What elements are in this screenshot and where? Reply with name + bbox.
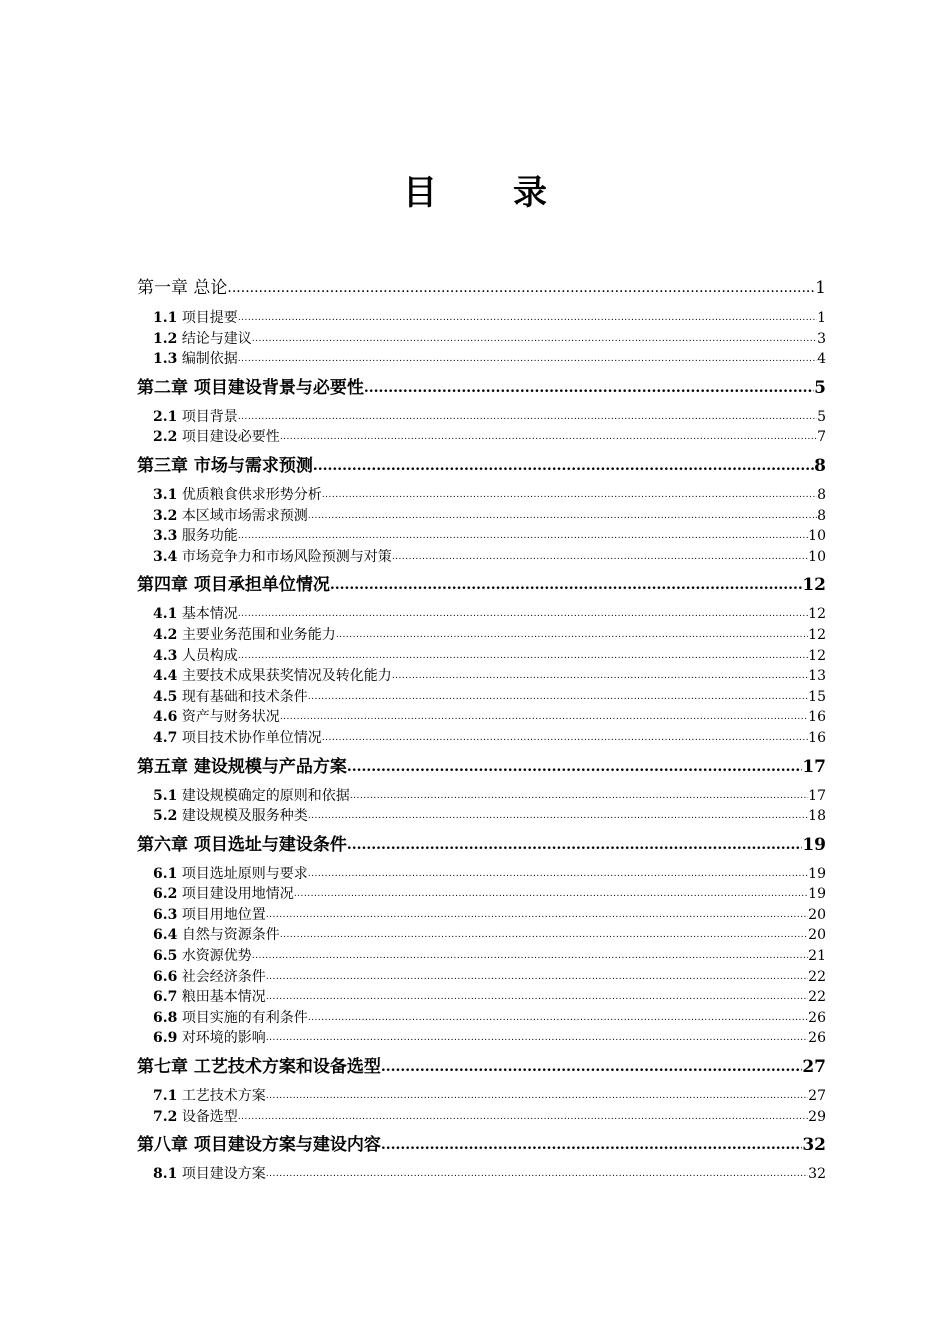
section-title: 人员构成 xyxy=(181,647,238,664)
section-title: 项目技术协作单位情况 xyxy=(181,729,322,746)
dot-leader xyxy=(347,831,802,860)
toc-section-entry[interactable] xyxy=(137,349,826,370)
dot-leader xyxy=(238,349,817,370)
section-number: 3.1 xyxy=(153,486,178,503)
dot-leader xyxy=(280,427,817,448)
section-title: 市场竞争力和市场风险预测与对策 xyxy=(181,548,392,565)
chapter-title: 第八章 项目建设方案与建设内容 xyxy=(137,1135,381,1156)
section-number: 4.3 xyxy=(153,647,178,664)
section-number: 4.4 xyxy=(153,668,178,685)
section-title: 资产与财务状况 xyxy=(181,709,280,726)
section-number: 3.2 xyxy=(153,507,178,524)
page-number: 13 xyxy=(808,668,826,685)
page-number: 5 xyxy=(817,408,826,425)
section-title: 工艺技术方案 xyxy=(181,1088,266,1105)
page-number: 8 xyxy=(817,486,826,503)
dot-leader xyxy=(252,946,808,967)
toc-section-entry[interactable] xyxy=(137,526,826,547)
dot-leader xyxy=(266,905,808,926)
dot-leader xyxy=(308,864,808,885)
section-number: 6.1 xyxy=(153,865,178,882)
section-title: 本区域市场需求预测 xyxy=(181,507,308,524)
section-number: 6.8 xyxy=(153,1009,178,1026)
toc-section-entry[interactable] xyxy=(137,1107,826,1128)
section-number: 3.4 xyxy=(153,548,178,565)
section-title: 粮田基本情况 xyxy=(181,989,266,1006)
section-number: 4.2 xyxy=(153,626,178,643)
section-title: 编制依据 xyxy=(181,351,238,368)
section-number: 5.1 xyxy=(153,787,178,804)
dot-leader xyxy=(381,1053,802,1082)
section-number: 2.2 xyxy=(153,429,178,446)
page-number: 16 xyxy=(808,709,826,726)
toc-section-entry[interactable] xyxy=(137,407,826,428)
section-title: 项目背景 xyxy=(181,408,238,425)
dot-leader xyxy=(308,506,817,527)
section-number: 6.3 xyxy=(153,906,178,923)
section-title: 项目建设用地情况 xyxy=(181,886,294,903)
section-title: 主要技术成果获奖情况及转化能力 xyxy=(181,668,392,685)
toc-section-entry[interactable] xyxy=(137,786,826,807)
dot-leader xyxy=(266,967,808,988)
toc-section-entry[interactable] xyxy=(137,1086,826,1107)
toc-section-entry[interactable] xyxy=(137,707,826,728)
section-title: 基本情况 xyxy=(181,606,238,623)
page-number: 20 xyxy=(808,906,826,923)
page-number: 27 xyxy=(808,1088,826,1105)
page-number: 27 xyxy=(802,1057,826,1078)
dot-leader xyxy=(322,728,808,749)
toc-chapter-entry[interactable] xyxy=(137,374,826,403)
title-char-2: 录 xyxy=(513,173,547,213)
dot-leader xyxy=(238,646,808,667)
section-number: 3.3 xyxy=(153,528,178,545)
page-number: 19 xyxy=(802,834,826,855)
page-number: 32 xyxy=(802,1135,826,1156)
toc-section-entry[interactable] xyxy=(137,625,826,646)
dot-leader xyxy=(392,547,808,568)
toc-chapter-entry[interactable] xyxy=(137,452,826,481)
toc-section-entry[interactable] xyxy=(137,308,826,329)
toc-section-entry[interactable] xyxy=(137,666,826,687)
page-number: 4 xyxy=(817,351,826,368)
section-number: 6.6 xyxy=(153,968,178,985)
chapter-title: 第四章 项目承担单位情况 xyxy=(137,575,330,596)
dot-leader xyxy=(280,707,808,728)
section-title: 对环境的影响 xyxy=(181,1030,266,1047)
page-number: 12 xyxy=(802,575,826,596)
page-number: 32 xyxy=(808,1166,826,1183)
section-title: 项目用地位置 xyxy=(181,906,266,923)
toc-section-entry[interactable] xyxy=(137,485,826,506)
dot-leader xyxy=(266,1164,808,1185)
dot-leader xyxy=(313,452,814,481)
section-title: 水资源优势 xyxy=(181,948,252,965)
page-title xyxy=(0,170,950,216)
section-title: 项目提要 xyxy=(181,310,238,326)
page-number: 12 xyxy=(808,606,826,623)
chapter-title: 第六章 项目选址与建设条件 xyxy=(137,834,347,855)
page-number: 22 xyxy=(808,989,826,1006)
dot-leader xyxy=(347,753,802,782)
chapter-title: 第七章 工艺技术方案和设备选型 xyxy=(137,1057,381,1078)
toc-section-entry[interactable] xyxy=(137,946,826,967)
dot-leader xyxy=(252,329,817,350)
dot-leader xyxy=(266,987,808,1008)
toc-section-entry[interactable] xyxy=(137,884,826,905)
title-char-1: 目 xyxy=(403,173,437,213)
section-title: 自然与资源条件 xyxy=(181,927,280,944)
toc-section-entry[interactable] xyxy=(137,925,826,946)
toc-chapter-entry[interactable] xyxy=(137,831,826,860)
toc-section-entry[interactable] xyxy=(137,329,826,350)
page-number: 12 xyxy=(808,647,826,664)
dot-leader xyxy=(294,884,808,905)
dot-leader xyxy=(392,666,808,687)
page-number: 26 xyxy=(808,1030,826,1047)
toc-section-entry[interactable] xyxy=(137,728,826,749)
page-number: 12 xyxy=(808,626,826,643)
dot-leader xyxy=(280,925,808,946)
toc-section-entry[interactable] xyxy=(137,987,826,1008)
section-title: 设备选型 xyxy=(181,1108,238,1125)
section-number: 1.2 xyxy=(153,330,178,347)
section-number: 4.1 xyxy=(153,606,178,623)
section-number: 5.2 xyxy=(153,808,178,825)
section-number: 7.1 xyxy=(153,1088,178,1105)
toc-section-entry[interactable] xyxy=(137,967,826,988)
page-number: 19 xyxy=(808,886,826,903)
page-number: 18 xyxy=(808,808,826,825)
dot-leader xyxy=(308,1008,808,1029)
page-number: 10 xyxy=(808,548,826,565)
toc-section-entry[interactable] xyxy=(137,687,826,708)
section-title: 社会经济条件 xyxy=(181,968,266,985)
page-number: 15 xyxy=(808,688,826,705)
toc-chapter-entry[interactable] xyxy=(137,274,826,303)
dot-leader xyxy=(227,274,815,303)
toc-section-entry[interactable] xyxy=(137,864,826,885)
section-number: 6.4 xyxy=(153,927,178,944)
page-number: 8 xyxy=(817,507,826,524)
page-number: 10 xyxy=(808,528,826,545)
page-number: 17 xyxy=(802,756,826,777)
section-number: 7.2 xyxy=(153,1108,178,1125)
chapter-title: 第三章 市场与需求预测 xyxy=(137,455,313,476)
dot-leader xyxy=(238,526,808,547)
toc-section-entry[interactable] xyxy=(137,1164,826,1185)
toc-section-entry[interactable] xyxy=(137,646,826,667)
toc-section-entry[interactable] xyxy=(137,506,826,527)
dot-leader xyxy=(330,571,802,600)
page-number: 29 xyxy=(808,1108,826,1125)
dot-leader xyxy=(364,374,814,403)
toc-chapter-entry[interactable] xyxy=(137,571,826,600)
chapter-title: 第一章 总论 xyxy=(137,278,228,298)
page-number: 26 xyxy=(808,1009,826,1026)
page-number: 21 xyxy=(808,948,826,965)
page-number: 3 xyxy=(817,330,826,347)
section-title: 服务功能 xyxy=(181,528,238,545)
toc-section-entry[interactable] xyxy=(137,427,826,448)
page-number: 8 xyxy=(814,455,826,476)
toc-chapter-entry[interactable] xyxy=(137,753,826,782)
section-number: 4.6 xyxy=(153,709,178,726)
page-number: 22 xyxy=(808,968,826,985)
section-title: 主要业务范围和业务能力 xyxy=(181,626,336,643)
section-title: 项目建设必要性 xyxy=(181,429,280,446)
section-number: 6.2 xyxy=(153,886,178,903)
section-title: 现有基础和技术条件 xyxy=(181,688,308,705)
dot-leader xyxy=(238,1107,808,1128)
page-number: 1 xyxy=(817,310,826,326)
dot-leader xyxy=(308,687,808,708)
dot-leader xyxy=(266,1028,808,1049)
page-number: 19 xyxy=(808,865,826,882)
page-number: 17 xyxy=(808,787,826,804)
section-number: 1.1 xyxy=(153,310,178,326)
dot-leader xyxy=(308,806,808,827)
section-title: 建设规模确定的原则和依据 xyxy=(181,787,350,804)
section-title: 项目选址原则与要求 xyxy=(181,865,308,882)
chapter-title: 第五章 建设规模与产品方案 xyxy=(137,756,347,777)
section-number: 4.7 xyxy=(153,729,178,746)
section-number: 6.9 xyxy=(153,1030,178,1047)
section-title: 项目实施的有利条件 xyxy=(181,1009,308,1026)
toc-chapter-entry[interactable] xyxy=(137,1131,826,1160)
page-number: 7 xyxy=(817,429,826,446)
toc-section-entry[interactable] xyxy=(137,806,826,827)
section-title: 优质粮食供求形势分析 xyxy=(181,486,322,503)
dot-leader xyxy=(322,485,817,506)
toc-section-entry[interactable] xyxy=(137,604,826,625)
dot-leader xyxy=(238,604,808,625)
page-number: 20 xyxy=(808,927,826,944)
toc-section-entry[interactable] xyxy=(137,1008,826,1029)
table-of-contents xyxy=(137,274,826,1185)
section-number: 2.1 xyxy=(153,408,178,425)
section-title: 结论与建议 xyxy=(181,330,252,347)
toc-chapter-entry[interactable] xyxy=(137,1053,826,1082)
dot-leader xyxy=(238,407,817,428)
section-title: 项目建设方案 xyxy=(181,1166,266,1183)
page-number: 5 xyxy=(814,377,826,398)
section-number: 1.3 xyxy=(153,351,178,368)
page-number: 1 xyxy=(815,278,826,298)
page-number: 16 xyxy=(808,729,826,746)
section-number: 6.7 xyxy=(153,989,178,1006)
chapter-title: 第二章 项目建设背景与必要性 xyxy=(137,377,364,398)
toc-section-entry[interactable] xyxy=(137,547,826,568)
section-number: 8.1 xyxy=(153,1166,178,1183)
dot-leader xyxy=(238,308,817,329)
toc-section-entry[interactable] xyxy=(137,905,826,926)
toc-section-entry[interactable] xyxy=(137,1028,826,1049)
dot-leader xyxy=(350,786,808,807)
dot-leader xyxy=(266,1086,808,1107)
section-number: 4.5 xyxy=(153,688,178,705)
section-number: 6.5 xyxy=(153,948,178,965)
section-title: 建设规模及服务种类 xyxy=(181,808,308,825)
dot-leader xyxy=(381,1131,802,1160)
dot-leader xyxy=(336,625,808,646)
